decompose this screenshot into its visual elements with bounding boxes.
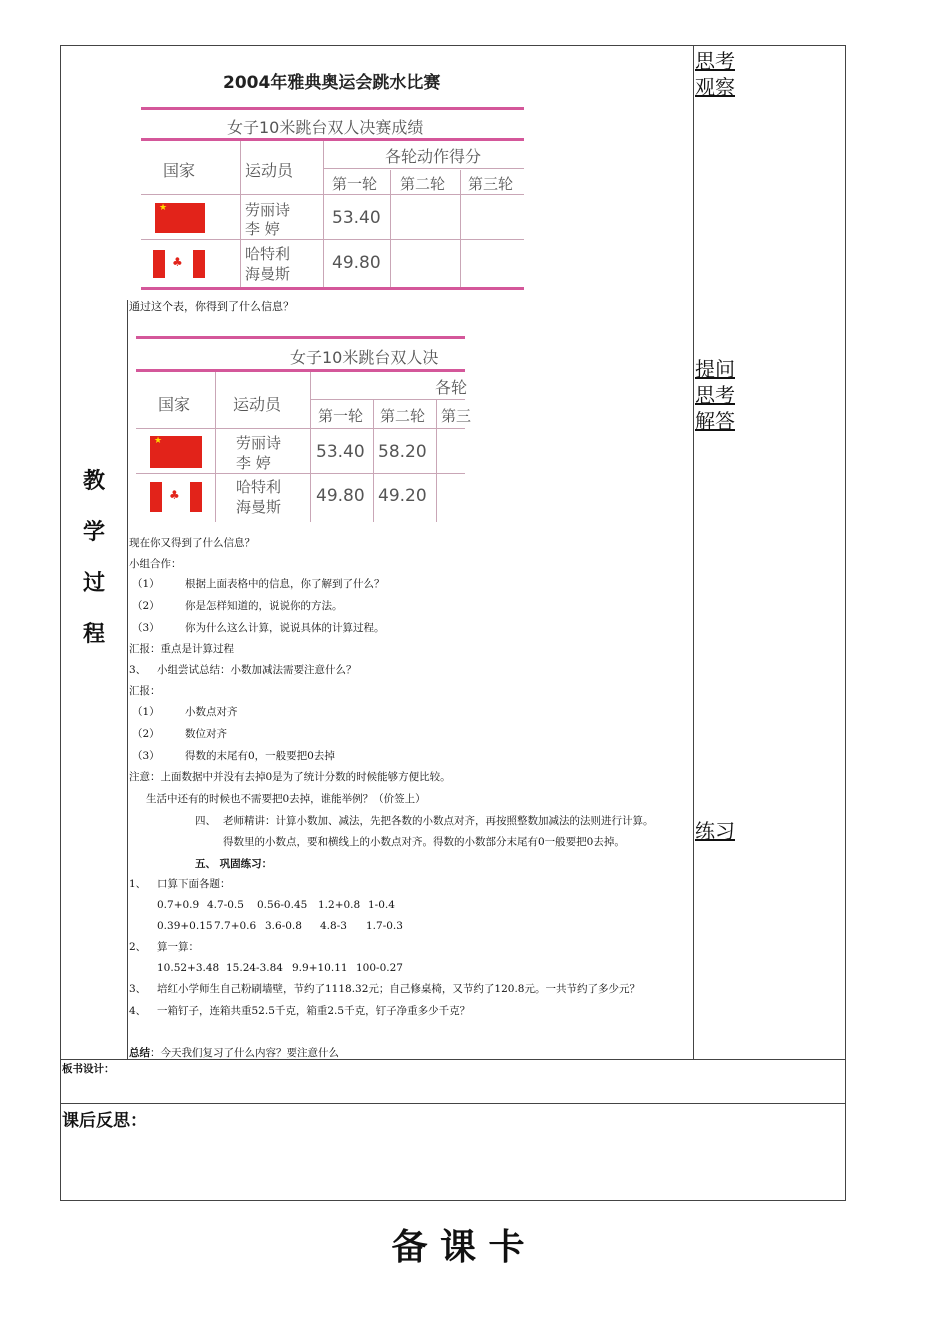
exercise-1: 口算下面各题： — [157, 878, 231, 890]
score-cell: 49.80 — [332, 253, 381, 273]
china-flag — [155, 203, 205, 233]
header-round: 第一轮 — [332, 175, 378, 193]
section-number: 四、 — [195, 815, 216, 827]
row-divider-reflection — [60, 1103, 846, 1104]
item-number: （3） — [132, 750, 160, 762]
figure-subtitle: 女子10米跳台双人决 — [290, 348, 439, 367]
pink-rule — [141, 138, 524, 141]
table-border-top — [60, 45, 846, 46]
canada-flag — [153, 250, 205, 278]
pink-rule — [136, 369, 465, 372]
score-cell: 49.20 — [378, 486, 427, 506]
item-number: （1） — [132, 578, 160, 590]
canada-flag — [150, 482, 202, 512]
group-work: 小组合作： — [129, 558, 182, 570]
score-cell: 53.40 — [332, 208, 381, 228]
header-scores: 各轮 — [435, 378, 468, 397]
item-number: （2） — [132, 600, 160, 612]
exercise-4: 一箱钉子，连箱共重52.5千克，箱重2.5千克，钉子净重多少千克？ — [157, 1005, 471, 1017]
exercise-item: 100-0.27 — [356, 962, 403, 974]
maple-leaf-icon: ♣ — [169, 488, 180, 502]
column-divider-left — [127, 300, 128, 1060]
report-item: 得数的末尾有0，一般要把0去掉 — [185, 750, 335, 762]
exercise-2: 算一算： — [157, 941, 199, 953]
grid-line — [323, 168, 524, 169]
score-cell: 58.20 — [378, 442, 427, 462]
note-think: 思考 — [695, 49, 735, 73]
exercise-item: 1.2+0.8 — [318, 899, 361, 911]
figure-title: 2004年雅典奥运会跳水比赛 — [223, 73, 441, 93]
header-round: 第二轮 — [400, 175, 446, 193]
notice-line: 注意：上面数据中并没有去掉0是为了统计分数的时候能够方便比较。 — [129, 771, 451, 783]
side-label-char: 学 — [82, 519, 105, 545]
note-answer: 解答 — [695, 409, 735, 433]
column-divider-right — [693, 45, 694, 1060]
step-3: 小组尝试总结：小数加减法需要注意什么？ — [157, 664, 357, 676]
report-line: 汇报： — [129, 685, 161, 697]
athlete-name: 李 婷 — [245, 220, 280, 238]
exercise-item: 0.56-0.45 — [257, 899, 308, 911]
exercise-item: 0.39+0.15 — [157, 920, 213, 932]
header-scores: 各轮动作得分 — [385, 147, 482, 166]
grid-line — [240, 141, 241, 287]
table-border-bottom — [60, 1200, 846, 1201]
side-label-char: 过 — [82, 570, 105, 596]
grid-line — [323, 141, 324, 287]
score-cell: 49.80 — [316, 486, 365, 506]
grid-line — [136, 473, 465, 474]
grid-line — [136, 428, 465, 429]
teacher-explain: 老师精讲：计算小数加、减法，先把各数的小数点对齐，再按照整数加减法的法则进行计算。 — [223, 815, 654, 827]
header-round: 第三轮 — [468, 175, 514, 193]
figure-subtitle: 女子10米跳台双人决赛成绩 — [227, 118, 424, 137]
athlete-name: 李 婷 — [236, 454, 271, 472]
grid-line — [310, 372, 311, 522]
grid-line — [310, 399, 465, 400]
life-example: 生活中还有的时候也不需要把0去掉，谁能举例？（价签上） — [146, 793, 426, 805]
athlete-name: 海曼斯 — [236, 498, 282, 516]
exercise-item: 15.24-3.84 — [226, 962, 283, 974]
item-number: 3、 — [129, 983, 147, 995]
item-number: 2、 — [129, 941, 147, 953]
header-round: 第一轮 — [318, 407, 364, 425]
summary-text: ：今天我们复习了什么内容？要注意什么 — [150, 1047, 339, 1059]
item-number: 4、 — [129, 1005, 147, 1017]
note-think: 思考 — [695, 383, 735, 407]
question-2: 现在你又得到了什么信息？ — [129, 537, 255, 549]
flag-bar — [190, 482, 202, 512]
athlete-name: 海曼斯 — [245, 265, 291, 283]
exercise-item: 4.8-3 — [320, 920, 347, 932]
grid-line — [373, 400, 374, 522]
item-number: 1、 — [129, 878, 147, 890]
exercise-3: 培红小学师生自己粉刷墙壁，节约了1118.32元；自己修桌椅，又节约了120.8元。一共节约了多少元？ — [157, 983, 640, 995]
athlete-name: 哈特利 — [236, 478, 282, 496]
board-design-label: 板书设计： — [62, 1063, 115, 1075]
pink-rule — [136, 336, 465, 339]
group-item: 你是怎样知道的，说说你的方法。 — [185, 600, 343, 612]
diving-score-table-image-2 — [130, 318, 472, 522]
pink-rule — [141, 287, 524, 290]
flag-bar — [153, 250, 165, 278]
summary-label: 总结 — [129, 1047, 150, 1059]
group-item: 根据上面表格中的信息，你了解到了什么？ — [185, 578, 385, 590]
header-country: 国家 — [158, 395, 191, 414]
exercise-item: 9.9+10.11 — [292, 962, 348, 974]
exercise-item: 4.7-0.5 — [207, 899, 244, 911]
diving-score-table-image-1 — [135, 60, 530, 292]
note-observe: 观察 — [695, 75, 735, 99]
exercise-item: 10.52+3.48 — [157, 962, 220, 974]
header-athlete: 运动员 — [245, 161, 294, 180]
table-border-right — [845, 45, 846, 1201]
pink-rule — [141, 107, 524, 110]
summary — [129, 1046, 339, 1060]
grid-line — [215, 372, 216, 522]
report-item: 数位对齐 — [185, 728, 227, 740]
item-number: 3、 — [129, 664, 147, 676]
header-athlete: 运动员 — [233, 395, 282, 414]
section-heading: 五、 巩固练习： — [195, 858, 273, 870]
page-footer-title: 备 课 卡 — [391, 1226, 525, 1268]
flag-bar — [150, 482, 162, 512]
exercise-item: 7.7+0.6 — [214, 920, 257, 932]
item-number: （2） — [132, 728, 160, 740]
side-label-char: 程 — [82, 621, 105, 647]
table-border-left — [60, 45, 61, 1201]
note-ask: 提问 — [695, 357, 735, 381]
header-round: 第二轮 — [380, 407, 426, 425]
flag-bar — [193, 250, 205, 278]
item-number: （1） — [132, 706, 160, 718]
grid-line — [460, 170, 461, 287]
side-label-char: 教 — [82, 468, 105, 494]
question-1: 通过这个表，你得到了什么信息？ — [129, 300, 294, 313]
score-cell: 53.40 — [316, 442, 365, 462]
item-number: （3） — [132, 622, 160, 634]
grid-line — [141, 194, 524, 195]
exercise-item: 1-0.4 — [368, 899, 395, 911]
report-item: 小数点对齐 — [185, 706, 238, 718]
grid-line — [436, 400, 437, 522]
reflection-label: 课后反思： — [62, 1111, 147, 1131]
header-round: 第三 — [441, 407, 472, 425]
teacher-explain: 得数里的小数点，要和横线上的小数点对齐。得数的小数部分末尾有0一般要把0去掉。 — [223, 836, 625, 848]
report-line: 汇报：重点是计算过程 — [129, 643, 234, 655]
exercise-item: 0.7+0.9 — [157, 899, 200, 911]
group-item: 你为什么这么计算，说说具体的计算过程。 — [185, 622, 385, 634]
athlete-name: 哈特利 — [245, 245, 291, 263]
header-country: 国家 — [163, 161, 196, 180]
grid-line — [390, 170, 391, 287]
athlete-name: 劳丽诗 — [245, 201, 291, 219]
note-practice: 练习 — [695, 819, 735, 843]
grid-line — [141, 239, 524, 240]
exercise-item: 1.7-0.3 — [366, 920, 403, 932]
athlete-name: 劳丽诗 — [236, 434, 282, 452]
maple-leaf-icon: ♣ — [172, 255, 183, 269]
exercise-item: 3.6-0.8 — [265, 920, 302, 932]
china-flag — [150, 436, 202, 468]
